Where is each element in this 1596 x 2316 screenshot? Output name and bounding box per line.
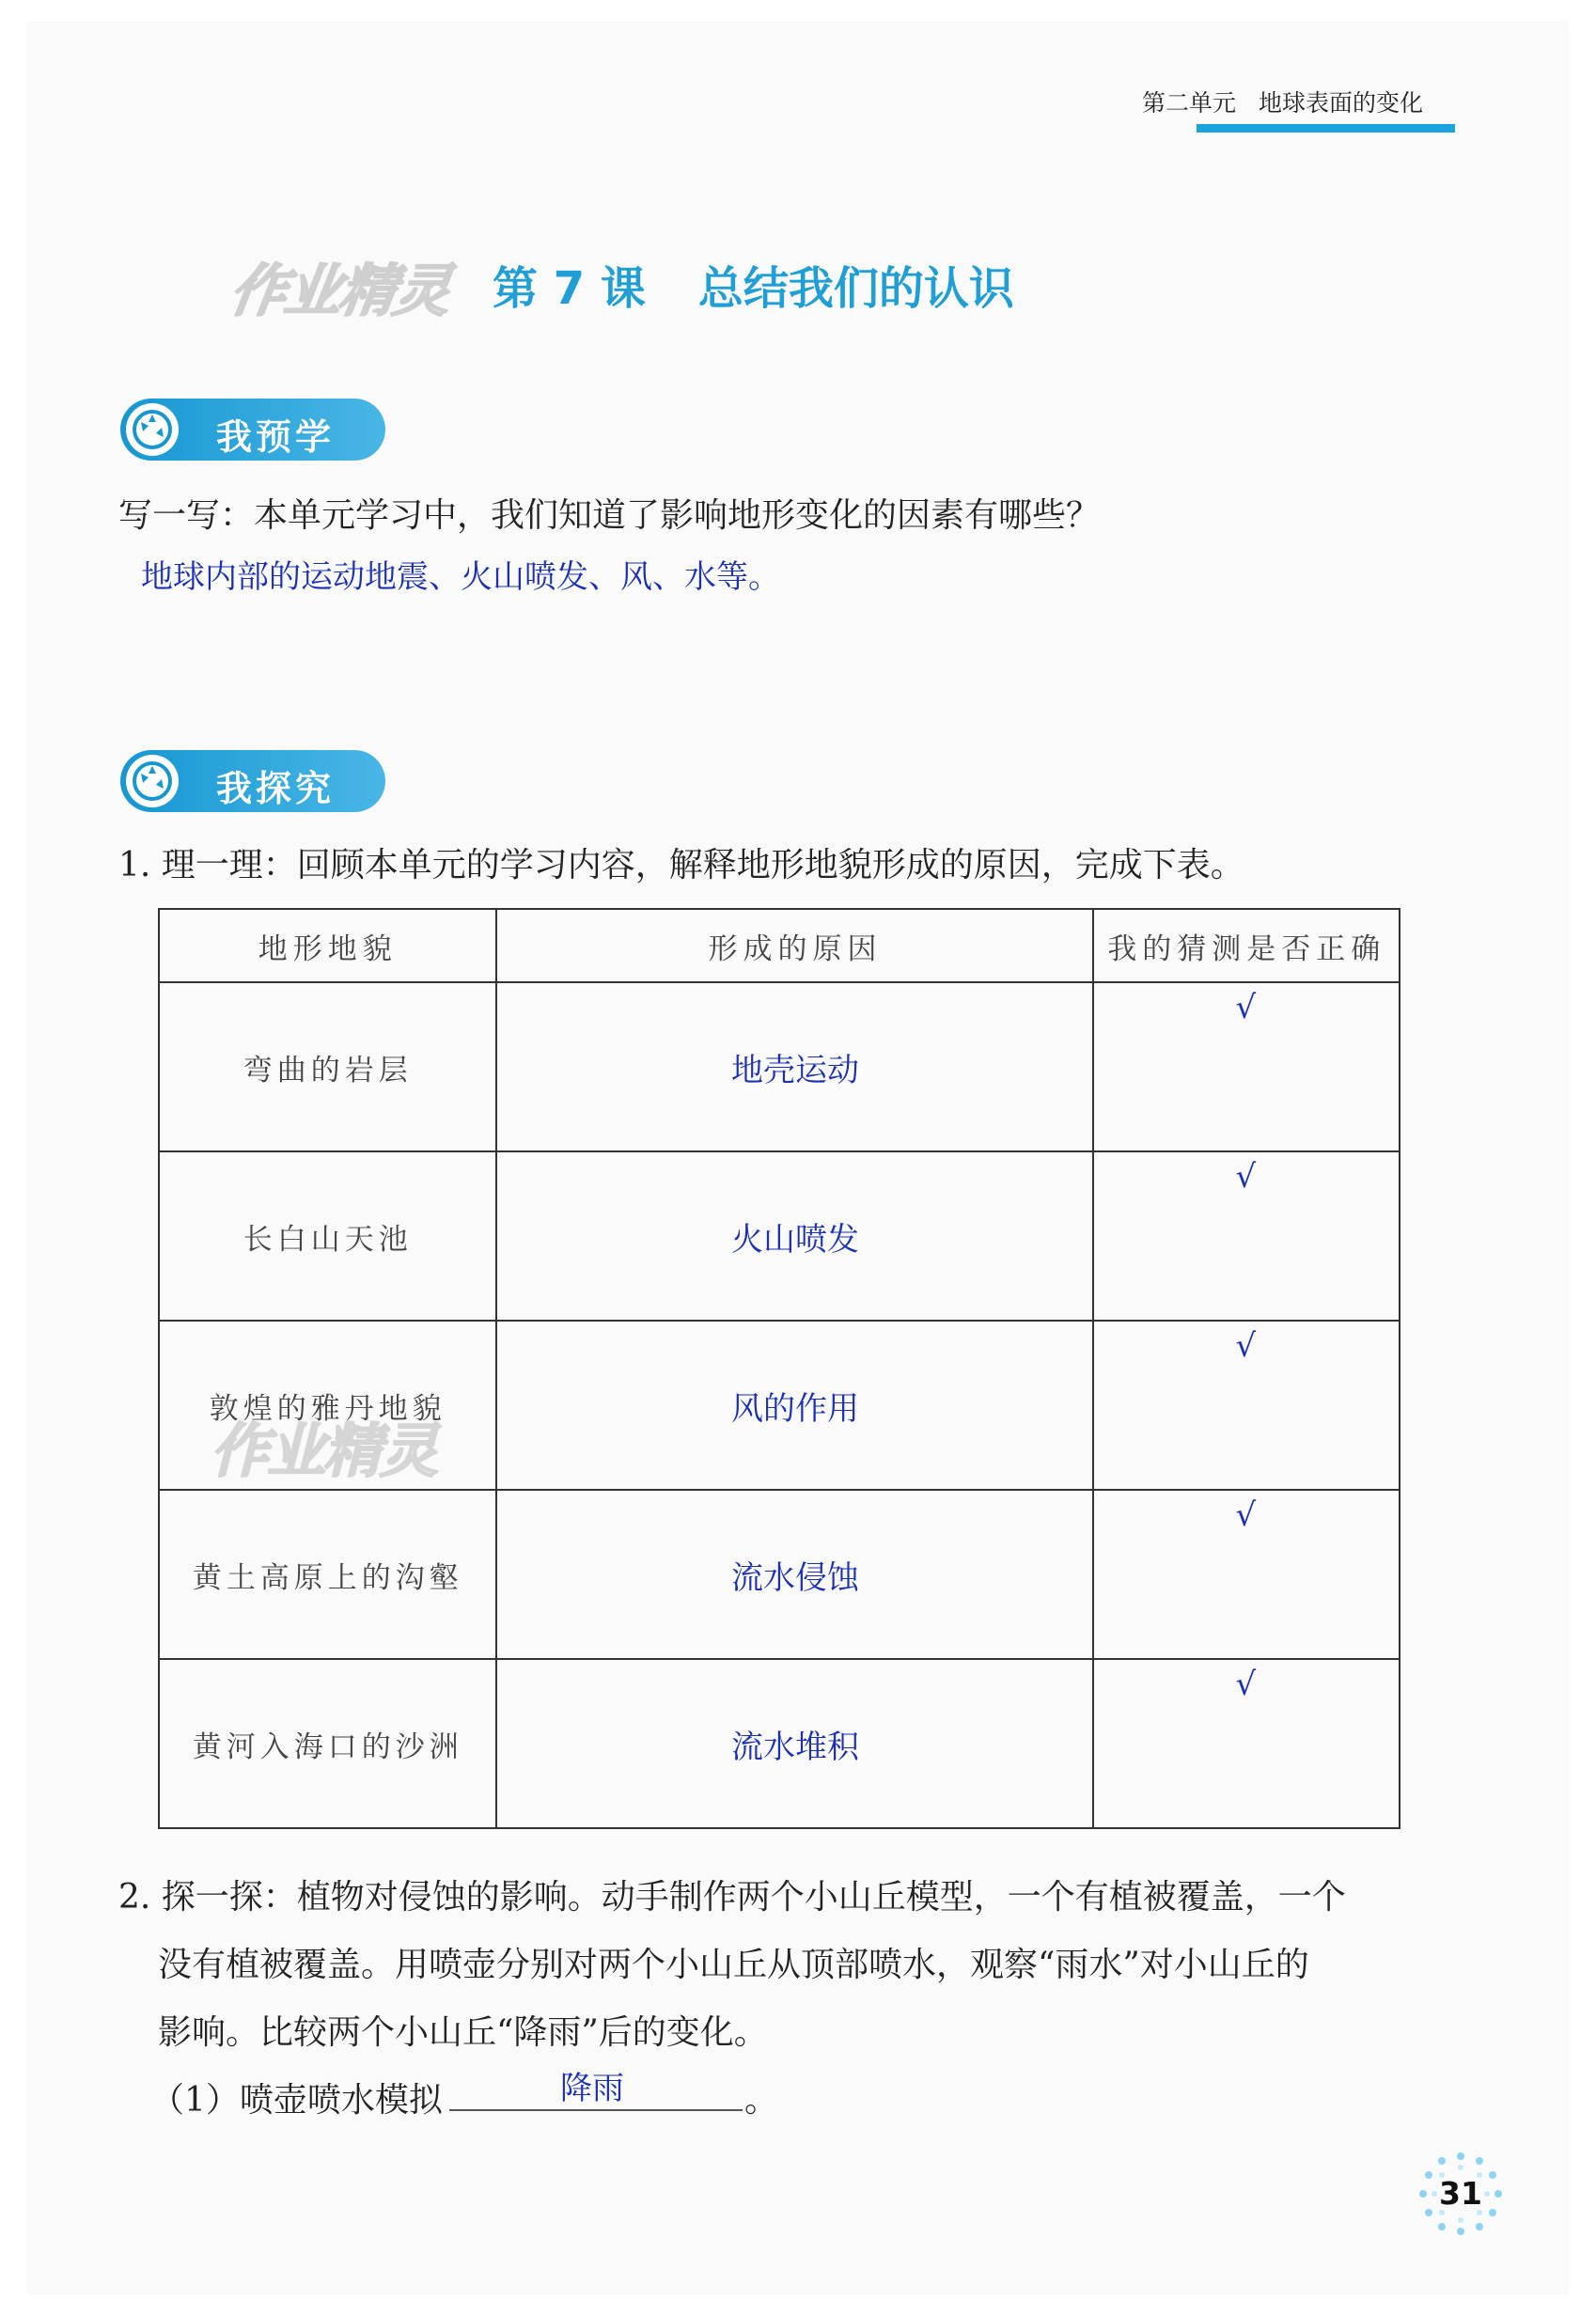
sub-question-1 bbox=[150, 2073, 443, 2121]
table-row bbox=[159, 1151, 1400, 1321]
table-watermark: 作业精灵 bbox=[211, 1416, 437, 1485]
circular-arrows-icon bbox=[132, 760, 173, 802]
section-label-preview: 我预学 bbox=[216, 416, 336, 458]
preview-question: 写一写：本单元学习中，我们知道了影响地形变化的因素有哪些？ bbox=[118, 496, 1101, 535]
lesson-number: 第 7 课 bbox=[493, 262, 646, 315]
landform-cell: 敦煌的雅丹地貌 bbox=[159, 1321, 496, 1490]
guess-cell bbox=[1093, 1659, 1400, 1828]
landform-cell: 黄土高原上的沟壑 bbox=[159, 1490, 496, 1659]
checkmark: √ bbox=[1235, 1158, 1257, 1196]
circular-arrows-icon bbox=[132, 409, 173, 450]
guess-cell bbox=[1093, 1490, 1400, 1659]
table-row bbox=[159, 982, 1400, 1151]
checkmark: √ bbox=[1235, 1327, 1257, 1365]
checkmark: √ bbox=[1235, 1666, 1257, 1703]
answer-blank bbox=[449, 2109, 743, 2111]
section-badge-explore bbox=[120, 750, 385, 812]
page-number: 31 bbox=[1439, 2175, 1482, 2212]
preview-answer: 地球内部的运动地震、火山喷发、风、水等。 bbox=[141, 558, 780, 596]
lesson-name: 总结我们的认识 bbox=[697, 262, 1014, 315]
explore-question-2-line: 2. 探一探：植物对侵蚀的影响。动手制作两个小山丘模型，一个有植被覆盖，一个 bbox=[118, 1878, 1346, 1917]
table-header-cell: 地形地貌 bbox=[159, 909, 496, 982]
explore-question-1: 1. 理一理：回顾本单元的学习内容，解释地形地貌形成的原因，完成下表。 bbox=[118, 846, 1244, 884]
checkmark: √ bbox=[1235, 1496, 1257, 1534]
landform-cell: 弯曲的岩层 bbox=[159, 982, 496, 1151]
sub-question-1-answer: 降雨 bbox=[560, 2070, 624, 2107]
guess-cell bbox=[1093, 982, 1400, 1151]
table-row bbox=[159, 1490, 1400, 1659]
running-header bbox=[1142, 85, 1423, 118]
cause-answer-cell: 流水侵蚀 bbox=[496, 1490, 1093, 1659]
cause-answer-cell: 风的作用 bbox=[496, 1321, 1093, 1490]
sub-question-1-prompt: （1）喷壶喷水模拟 bbox=[150, 2081, 443, 2120]
page-number-badge bbox=[1417, 2151, 1504, 2237]
guess-cell bbox=[1093, 1321, 1400, 1490]
table-row bbox=[159, 1659, 1400, 1828]
explore-question-2-line: 影响。比较两个小山丘“降雨”后的变化。 bbox=[158, 2013, 768, 2052]
checkmark: √ bbox=[1235, 989, 1257, 1026]
landform-cell: 黄河入海口的沙洲 bbox=[159, 1659, 496, 1828]
cause-answer-cell: 流水堆积 bbox=[496, 1659, 1093, 1828]
header-accent-bar bbox=[1197, 124, 1455, 133]
table-header-cell: 我的猜测是否正确 bbox=[1093, 909, 1400, 982]
unit-title: 地球表面的变化 bbox=[1259, 89, 1424, 117]
table-header-row bbox=[159, 909, 1400, 982]
unit-label: 第二单元 bbox=[1142, 89, 1237, 117]
cause-answer-cell: 地壳运动 bbox=[496, 982, 1093, 1151]
table-header-cell: 形成的原因 bbox=[496, 909, 1093, 982]
title-watermark: 作业精灵 bbox=[226, 258, 454, 324]
section-label-explore: 我探究 bbox=[216, 768, 336, 809]
section-icon bbox=[126, 755, 179, 807]
landform-cell: 长白山天池 bbox=[159, 1151, 496, 1321]
landform-table bbox=[158, 908, 1400, 1829]
section-icon bbox=[126, 403, 179, 456]
sub-question-1-end: 。 bbox=[744, 2081, 779, 2120]
lesson-title bbox=[493, 252, 1014, 317]
guess-cell bbox=[1093, 1151, 1400, 1321]
cause-answer-cell: 火山喷发 bbox=[496, 1151, 1093, 1321]
section-badge-preview bbox=[120, 399, 385, 461]
explore-question-2-line: 没有植被覆盖。用喷壶分别对两个小山丘从顶部喷水，观察“雨水”对小山丘的 bbox=[158, 1946, 1309, 1984]
